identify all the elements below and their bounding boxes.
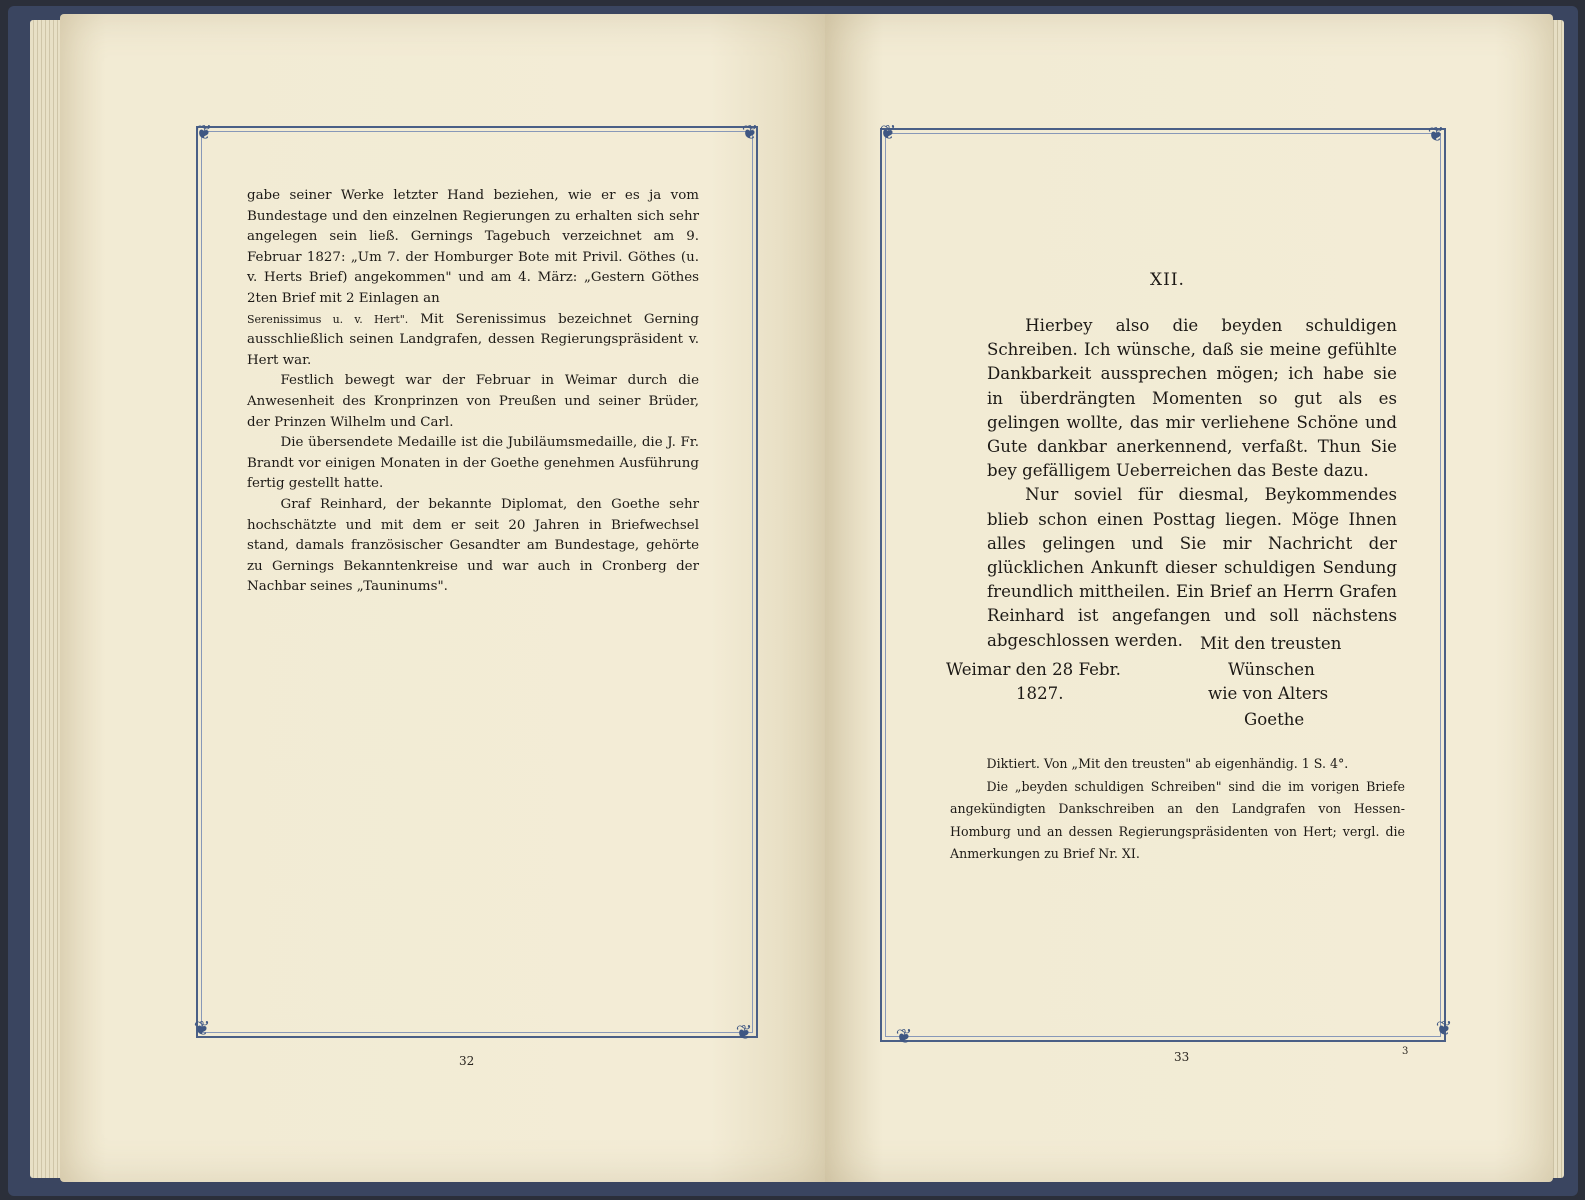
year: 1827. <box>1016 684 1064 703</box>
letter-heading: XII. <box>1150 270 1185 290</box>
paragraph: Graf Reinhard, der bekannte Diplomat, den Goethe sehr hochschätzte und mit dem er seit 20 Jahren in Briefwechsel stand, damals französischer Gesandter am Bundestage, gehörte zu Gernings Bekanntenkreise und war auch in Cronberg der Nachbar seines „Tauninums". <box>247 496 699 595</box>
note: Diktiert. Von „Mit den treusten" ab eigenhändig. 1 S. 4°. <box>986 756 1349 771</box>
paragraph: Hierbey also die beyden schuldigen Schreiben. Ich wünsche, daß sie meine gefühlte Dankbarkeit aussprechen mögen; ich habe sie in überdrängten Momenten so gut als es gelingen wollte, das mir verliehene Schöne und Gute dankbar anerkennend, verfaßt. Thun Sie bey gefälligem Ueberreichen das Beste dazu. <box>987 316 1397 481</box>
closing-line-1: Mit den treusten <box>1200 634 1342 653</box>
paragraph: Festlich bewegt war der Februar in Weimar durch die Anwesenheit des Kronprinzen von Preußen und seiner Brüder, der Prinzen Wilhelm und Carl. <box>247 373 699 430</box>
serenissimus-rest: Mit Serenissimus bezeichnet Gerning ausschließlich seinen Landgrafen, dessen Regierungspräsident v. Hert war. <box>247 311 700 368</box>
serenissimus-prefix: Serenissimus u. v. Hert". <box>247 312 409 326</box>
place-date: Weimar den 28 Febr. <box>946 660 1121 679</box>
ornament-corner-icon: ❦ <box>735 1020 753 1044</box>
paragraph: Nur soviel für diesmal, Beykommendes blieb schon einen Posttag liegen. Möge Ihnen alles gelingen und Sie mir Nachricht der glücklichen Ankunft dieser schuldigen Sendung freundlich mittheilen. Ein Brief an Herrn Grafen Reinhard ist angefangen und soll nächstens abgeschlossen werden. <box>987 485 1397 650</box>
paragraph: gabe seiner Werke letzter Hand beziehen, wie er es ja vom Bundestage und den einzelnen Regierungen zu erhalten sich sehr angelegen sein ließ. Gernings Tagebuch verzeichnet am 9. Februar 1827: „Um 7. der Homburger Bote mit Privil. Göthes (u. v. Herts Brief) angekommen" und am 4. März: „Gestern Göthes 2ten Brief mit 2 Einlagen an <box>247 188 699 306</box>
sheet-signature: 3 <box>1402 1046 1409 1057</box>
ornament-corner-icon: ❦ <box>195 120 213 144</box>
paragraph: Die übersendete Medaille ist die Jubiläumsmedaille, die J. Fr. Brandt vor einigen Monaten in der Goethe genehmen Ausführung fertig gestellt hatte. <box>247 435 699 492</box>
ornament-corner-icon: ❦ <box>741 120 759 144</box>
left-commentary-text <box>247 186 699 598</box>
ornament-corner-icon: ❦ <box>1435 1016 1453 1040</box>
ornament-corner-icon: ❦ <box>879 120 897 144</box>
paragraph-serenissimus <box>247 310 699 372</box>
signature: Goethe <box>1244 710 1305 729</box>
ornament-corner-icon: ❦ <box>895 1024 913 1048</box>
left-page-number: 32 <box>459 1054 475 1068</box>
ornament-corner-icon: ❦ <box>193 1016 211 1040</box>
closing-line-2: Wünschen <box>1228 660 1315 679</box>
letter-notes <box>950 753 1405 866</box>
letter-body <box>987 314 1397 653</box>
note: Die „beyden schuldigen Schreiben" sind die im vorigen Briefe angekündigten Dankschreiben an den Landgrafen von Hessen-Homburg und an dessen Regierungspräsidenten von Hert; vergl. die Anmerkungen zu Brief Nr. XI. <box>950 778 1405 861</box>
ornament-corner-icon: ❦ <box>1427 122 1445 146</box>
closing-line-3: wie von Alters <box>1208 684 1329 703</box>
right-page-number: 33 <box>1174 1050 1190 1064</box>
page-edges-left <box>30 20 64 1178</box>
